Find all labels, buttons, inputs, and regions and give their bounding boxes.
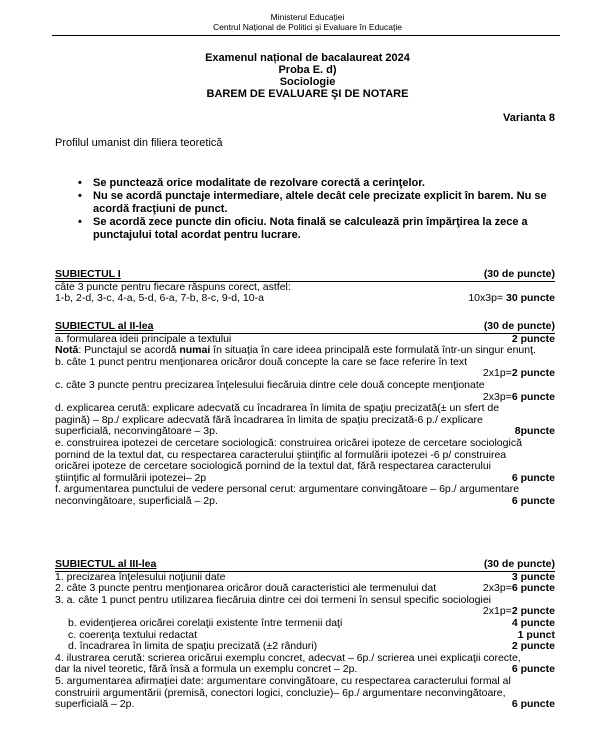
s3-item-1: 1. precizarea înţelesului noţiunii date 3 puncte bbox=[55, 570, 555, 583]
section-subiectul-2: SUBIECTUL al II-lea (30 de puncte) a. formularea ideii principale a textului 2 puncte Notă: Punctajul se acordă numai în situaţia în care ideea principală este formulată într-un singur enunţ. b. câte 1 punct pentru menţionarea oricăror două concepte la care se face referire în text 2x1p=2 puncte c. câte 3 puncte pentru precizarea înţelesului fiecăruia dintre cele două concepte menţionate 2x3p=6 puncte d. explicarea cerută: explicare adecvată cu încadrarea în limita de spaţiu precizată(± un sfert de pagină) – 8p./ explicare adecvată fără încadrarea în limita de spaţiu precizată-6 p./ explicare superficială, neconvingătoare – 3p. 8puncte e. construirea ipotezei de cercetare sociologică: construirea oricărei ipoteze de cercetare sociologică pornind de la textul dat, cu respectarea caracterului ştiinţific al formulării ipotezei -6 p/ construirea oricărei ipoteze de cercetare sociologică pornind de la textul dat, fără respectarea caracterului ştiinţific al formulării ipotezei– 2p 6 puncte f. argumentarea punctului de vedere personal cerut: argumentare convingătoare – 6p./ argumentare neconvingătoare, superficială – 2p. 6 puncte bbox=[55, 320, 555, 507]
s3-item-4: 4. ilustrarea cerută: scrierea oricărui exemplu concret, adecvat – 6p./ scrierea unei explicaţii corecte, bbox=[55, 651, 521, 664]
subject-title: Sociologie bbox=[279, 76, 336, 88]
profile-label: Profilul umanist din filiera teoretică bbox=[55, 137, 223, 149]
s3-item-3c: c. coerenţa textului redactat 1 punct bbox=[68, 628, 555, 641]
section-title: SUBIECTUL I bbox=[55, 268, 121, 280]
bullet-icon: • bbox=[78, 216, 82, 228]
s2-item-b-total: 2x1p=2 puncte bbox=[482, 367, 555, 380]
s1-instruction: câte 3 puncte pentru fiecare răspuns corect, astfel: bbox=[55, 280, 291, 293]
s3-item-2: 2. câte 3 puncte pentru menţionarea oricăror două caracteristici ale termenului dat 2x3p=6 puncte bbox=[55, 582, 555, 595]
header-divider bbox=[52, 35, 560, 36]
s2-note: Notă: Punctajul se acordă numai în situaţia în care ideea principală este formulată într-un singur enunţ. bbox=[55, 344, 536, 357]
s3-item-3a: 3. a. câte 1 punct pentru utilizarea fiecăruia dintre cei doi termeni în sensul specific sociologiei bbox=[55, 593, 491, 606]
center-name: Centrul Național de Politici și Evaluare în Educație bbox=[213, 22, 402, 32]
rule-item: • Nu se acordă punctaje intermediare, altele decât cele precizate explicit în barem. Nu se acordă fracţiuni de punct. bbox=[78, 190, 547, 215]
exam-title: Examenul național de bacalaureat 2024 bbox=[205, 52, 410, 64]
section-header bbox=[55, 321, 555, 334]
s1-answers-row bbox=[55, 293, 555, 305]
s2-item-a: a. formularea ideii principale a textului 2 puncte bbox=[55, 332, 555, 345]
section-title: SUBIECTUL al III-lea bbox=[55, 558, 157, 570]
section-title: SUBIECTUL al II-lea bbox=[55, 320, 154, 332]
proba-title: Proba E. d) bbox=[278, 64, 337, 76]
bullet-icon: • bbox=[78, 190, 82, 202]
s3-item-5: 5. argumentarea afirmaţiei date: argumentare convingătoare, cu respectarea caracterului formal al bbox=[55, 674, 511, 687]
section-points: (30 de puncte) bbox=[483, 268, 555, 280]
variant-label: Varianta 8 bbox=[503, 112, 555, 124]
s3-item-3b: b. evidenţierea oricărei corelaţii existente între termenii daţi 4 puncte bbox=[68, 616, 555, 629]
section-subiectul-3: SUBIECTUL al III-lea (30 de puncte) 1. precizarea înţelesului noţiunii date 3 puncte 2. câte 3 puncte pentru menţionarea oricăror două caracteristici ale termenului dat 2x3p=6 puncte 3. a. câte 1 punct pentru utilizarea fiecăruia dintre cei doi termeni în sensul specific sociologiei 2x1p=2 puncte b. evidenţierea oricărei corelaţii existente între termenii daţi 4 puncte c. coerenţa textului redactat 1 punct d. încadrarea în limita de spaţiu precizată (±2 rânduri) 2 puncte 4. ilustrarea cerută: scrierea oricărui exemplu concret, adecvat – 6p./ scrierea unei explicaţii corecte, dar la nivel teoretic, fără însă a formula un exemplu concret – 2p. 6 puncte 5. argumentarea afirmaţiei date: argumentare convingătoare, cu respectarea caracterului formal al construirii argumentării (premisă, conectori logici, concluzie)– 6p./ argumentare neconvingătoare, superficială – 2p. 6 puncte bbox=[55, 558, 555, 711]
ministry-name: Ministerul Educației bbox=[270, 12, 345, 22]
section-header bbox=[55, 559, 555, 572]
s2-item-c: c. câte 3 puncte pentru precizarea înţelesului fiecăruia dintre cele două concepte menţionate bbox=[55, 378, 485, 391]
section-points: (30 de puncte) bbox=[483, 320, 555, 332]
rule-item: • Se acordă zece puncte din oficiu. Nota finală se calculează prin împărţirea la zece a punctajului total acordat pentru lucrare. bbox=[78, 216, 528, 241]
bullet-icon: • bbox=[78, 177, 82, 189]
grading-rules-list bbox=[78, 177, 558, 242]
section-points: (30 de puncte) bbox=[483, 558, 555, 570]
section-header bbox=[55, 269, 555, 282]
section-subiectul-1 bbox=[55, 269, 555, 305]
s2-item-e: e. construirea ipotezei de cercetare sociologică: construirea oricărei ipoteze de cercetare sociologică bbox=[55, 436, 522, 449]
rule-item: • Se punctează orice modalitate de rezolvare corectă a cerinţelor. bbox=[78, 177, 425, 189]
s3-item-3d: d. încadrarea în limita de spaţiu precizată (±2 rânduri) 2 puncte bbox=[68, 640, 555, 653]
s1-answers: 1-b, 2-d, 3-c, 4-a, 5-d, 6-a, 7-b, 8-c, 9-d, 10-a bbox=[55, 292, 264, 305]
s3-item-3a-total: 2x1p=2 puncte bbox=[482, 605, 555, 618]
s2-item-d: d. explicarea cerută: explicare adecvată cu încadrarea în limita de spaţiu precizată(± un sfert de bbox=[55, 402, 500, 415]
s2-item-f: f. argumentarea punctului de vedere personal cerut: argumentare convingătoare – 6p./ argumentare bbox=[55, 483, 520, 496]
s1-total: 10x3p= 30 puncte bbox=[468, 292, 555, 305]
s2-item-c-total: 2x3p=6 puncte bbox=[482, 390, 555, 403]
barem-title: BAREM DE EVALUARE ŞI DE NOTARE bbox=[206, 88, 409, 100]
s2-item-b: b. câte 1 punct pentru menţionarea oricăror două concepte la care se face referire în text bbox=[55, 355, 468, 368]
